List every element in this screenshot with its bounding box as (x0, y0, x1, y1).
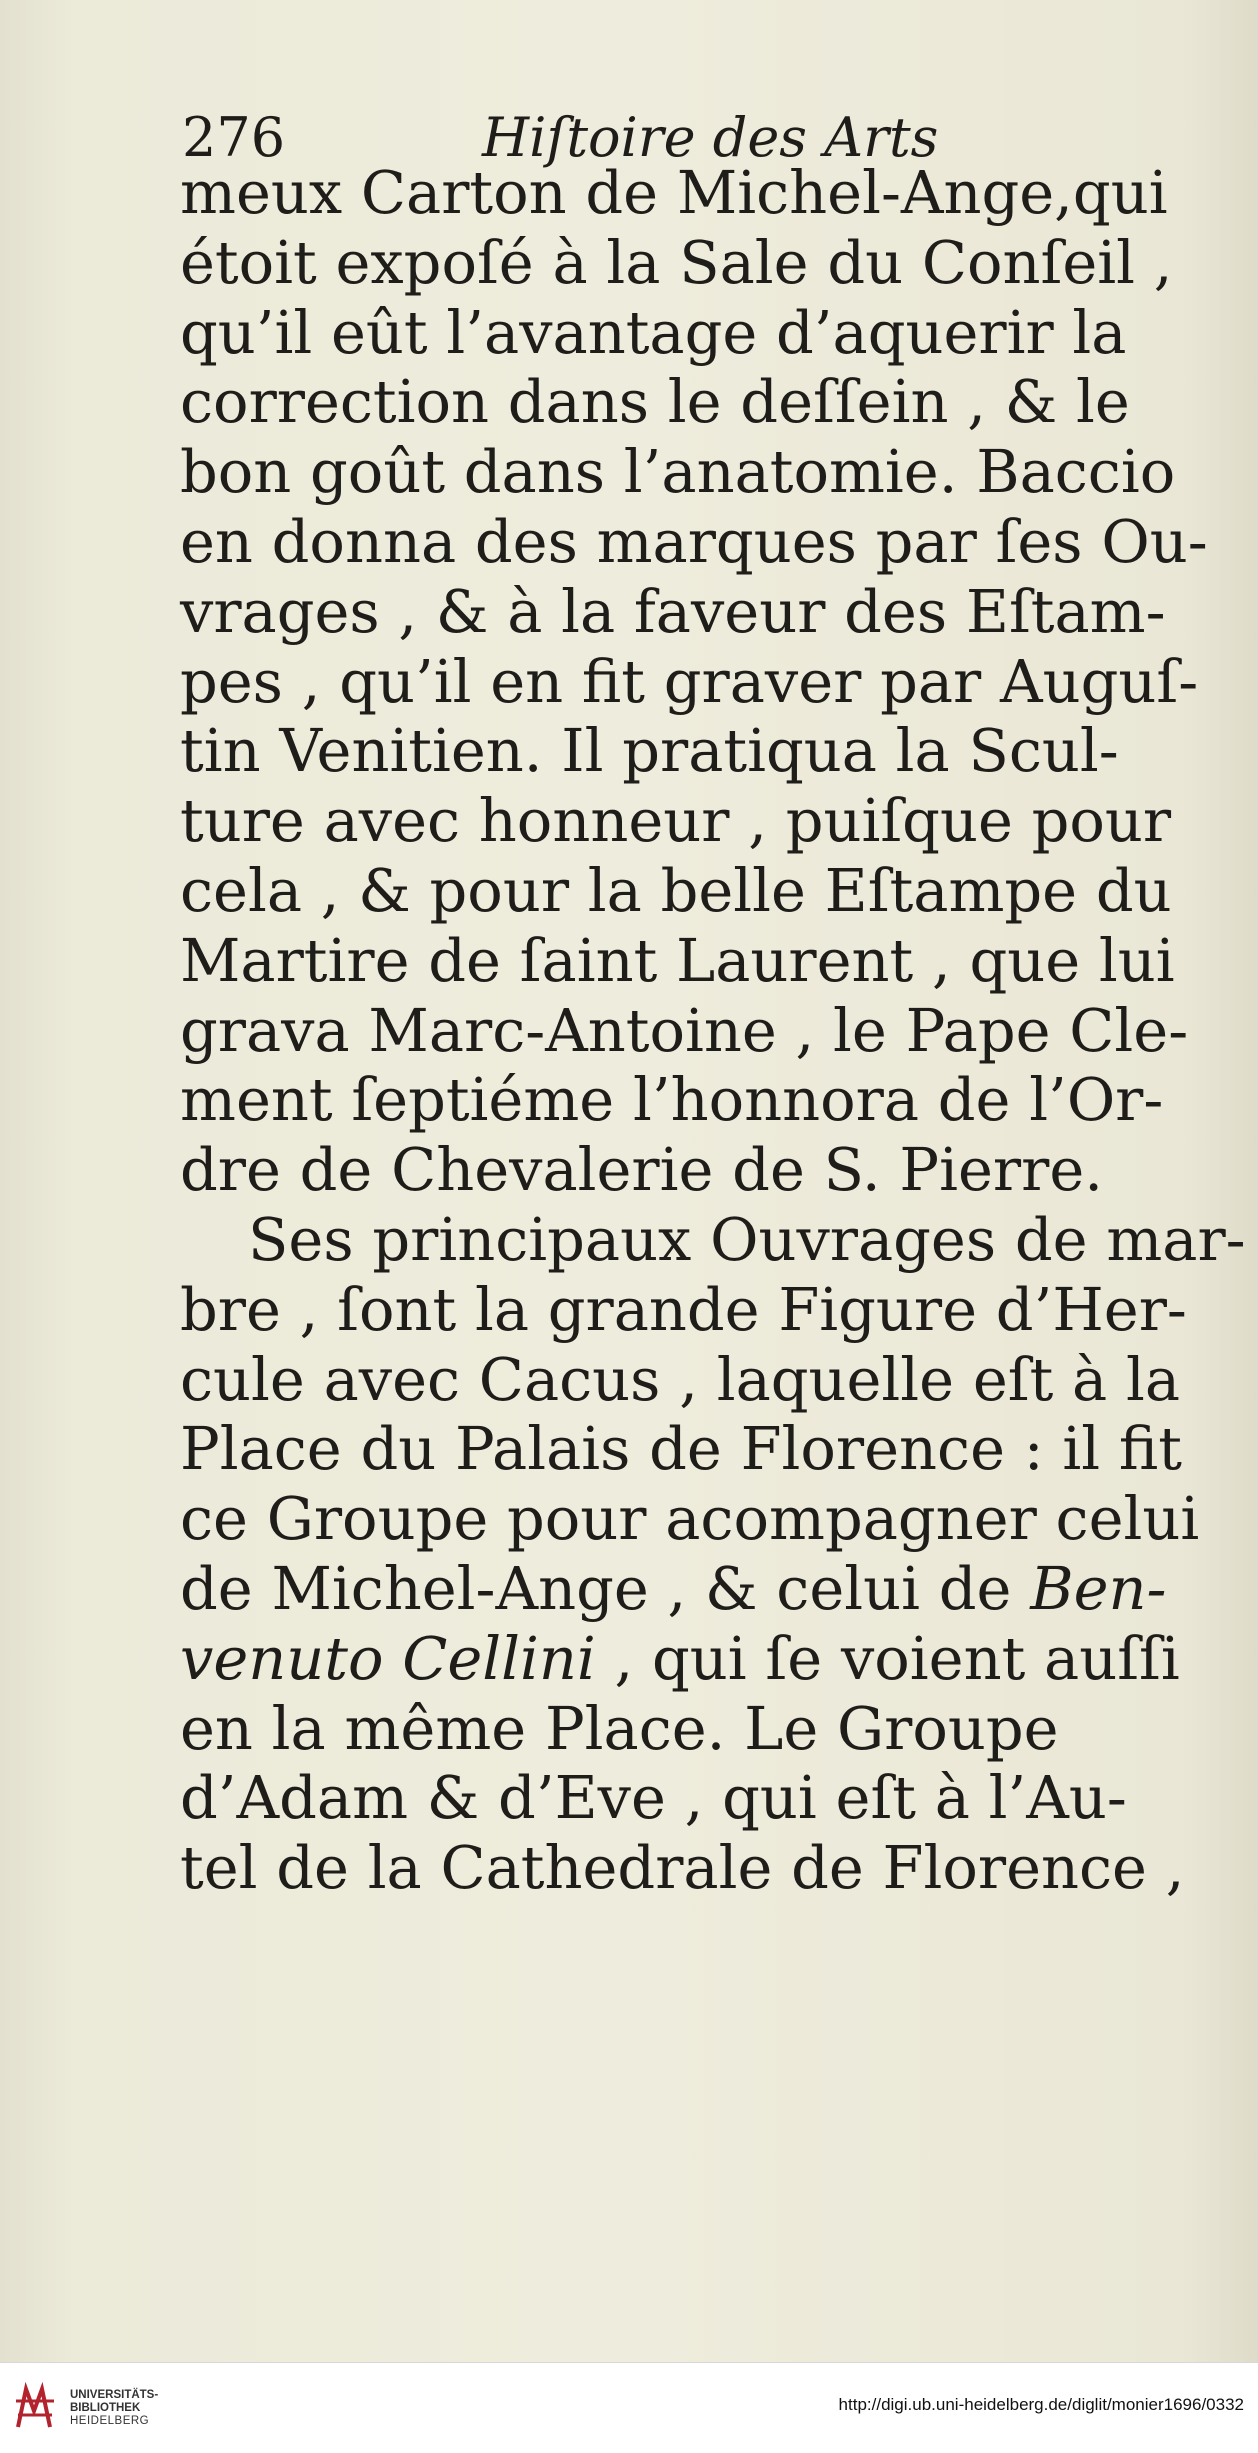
text-line: Martire de ſaint Laurent , que lui (180, 925, 1175, 995)
paragraph-start-line: Ses principaux Ouvrages de mar- (248, 1204, 1246, 1274)
text-line (180, 1554, 1180, 1624)
text-line: tin Venitien. Il pratiqua la Scul- (180, 716, 1119, 786)
text-line: en donna des marques par ſes Ou- (180, 506, 1208, 576)
source-url-link[interactable]: http://digi.ub.uni-heidelberg.de/diglit/monier1696/0332 (838, 2395, 1244, 2414)
text-line: en la même Place. Le Groupe (180, 1693, 1059, 1763)
text-line: meux Carton de Michel-Ange,qui (180, 158, 1168, 227)
text-line: grava Marc-Antoine , le Pape Cle- (180, 995, 1189, 1065)
text-line: correction dans le deſſein , & le (180, 367, 1130, 437)
text-segment: de Michel-Ange , & celui de (180, 1553, 1012, 1623)
body-text (180, 158, 1246, 1903)
text-line (180, 1624, 1180, 1694)
text-line: pes , qu’il en fit graver par Auguſ- (180, 646, 1199, 716)
text-line: ment ſeptiéme l’honnora de l’Or- (180, 1065, 1164, 1135)
text-line: ture avec honneur , puiſque pour (180, 786, 1172, 856)
text-line: vrages , & à la faveur des Eſtam- (180, 576, 1166, 646)
institution-line: BIBLIOTHEK (70, 2402, 141, 2414)
institution-name (70, 2389, 158, 2428)
text-line: dre de Chevalerie de S. Pierre. (180, 1135, 1103, 1205)
page-number: 276 (182, 106, 286, 169)
ub-heidelberg-logo-icon (12, 2381, 58, 2433)
italic-name-segment: Ben- (1030, 1553, 1167, 1623)
institution-line: HEIDELBERG (70, 2415, 150, 2427)
text-line: bre , ſont la grande Figure d’Her- (180, 1274, 1187, 1344)
footer-bar (0, 2362, 1258, 2453)
text-line: d’Adam & d’Eve , qui eſt à l’Au- (180, 1763, 1127, 1833)
text-line: cela , & pour la belle Eſtampe du (180, 855, 1172, 925)
text-segment: , qui ſe voient auſſi (614, 1623, 1180, 1693)
text-line: ce Groupe pour acompagner celui (180, 1484, 1200, 1554)
text-line: tel de la Cathedrale de Florence , (180, 1833, 1185, 1903)
institution-line: UNIVERSITÄTS- (70, 2389, 159, 2401)
running-title: Hiſtoire des Arts (482, 106, 939, 169)
text-line: Place du Palais de Florence : il fit (180, 1414, 1182, 1484)
italic-name-segment: venuto Cellini (180, 1623, 596, 1693)
text-line: cule avec Cacus , laquelle eſt à la (180, 1344, 1181, 1414)
text-line: bon goût dans l’anatomie. Baccio (180, 437, 1176, 507)
text-line: qu’il eût l’avantage d’aquerir la (180, 297, 1127, 367)
text-line: étoit expoſé à la Sale du Conſeil , (180, 227, 1173, 297)
